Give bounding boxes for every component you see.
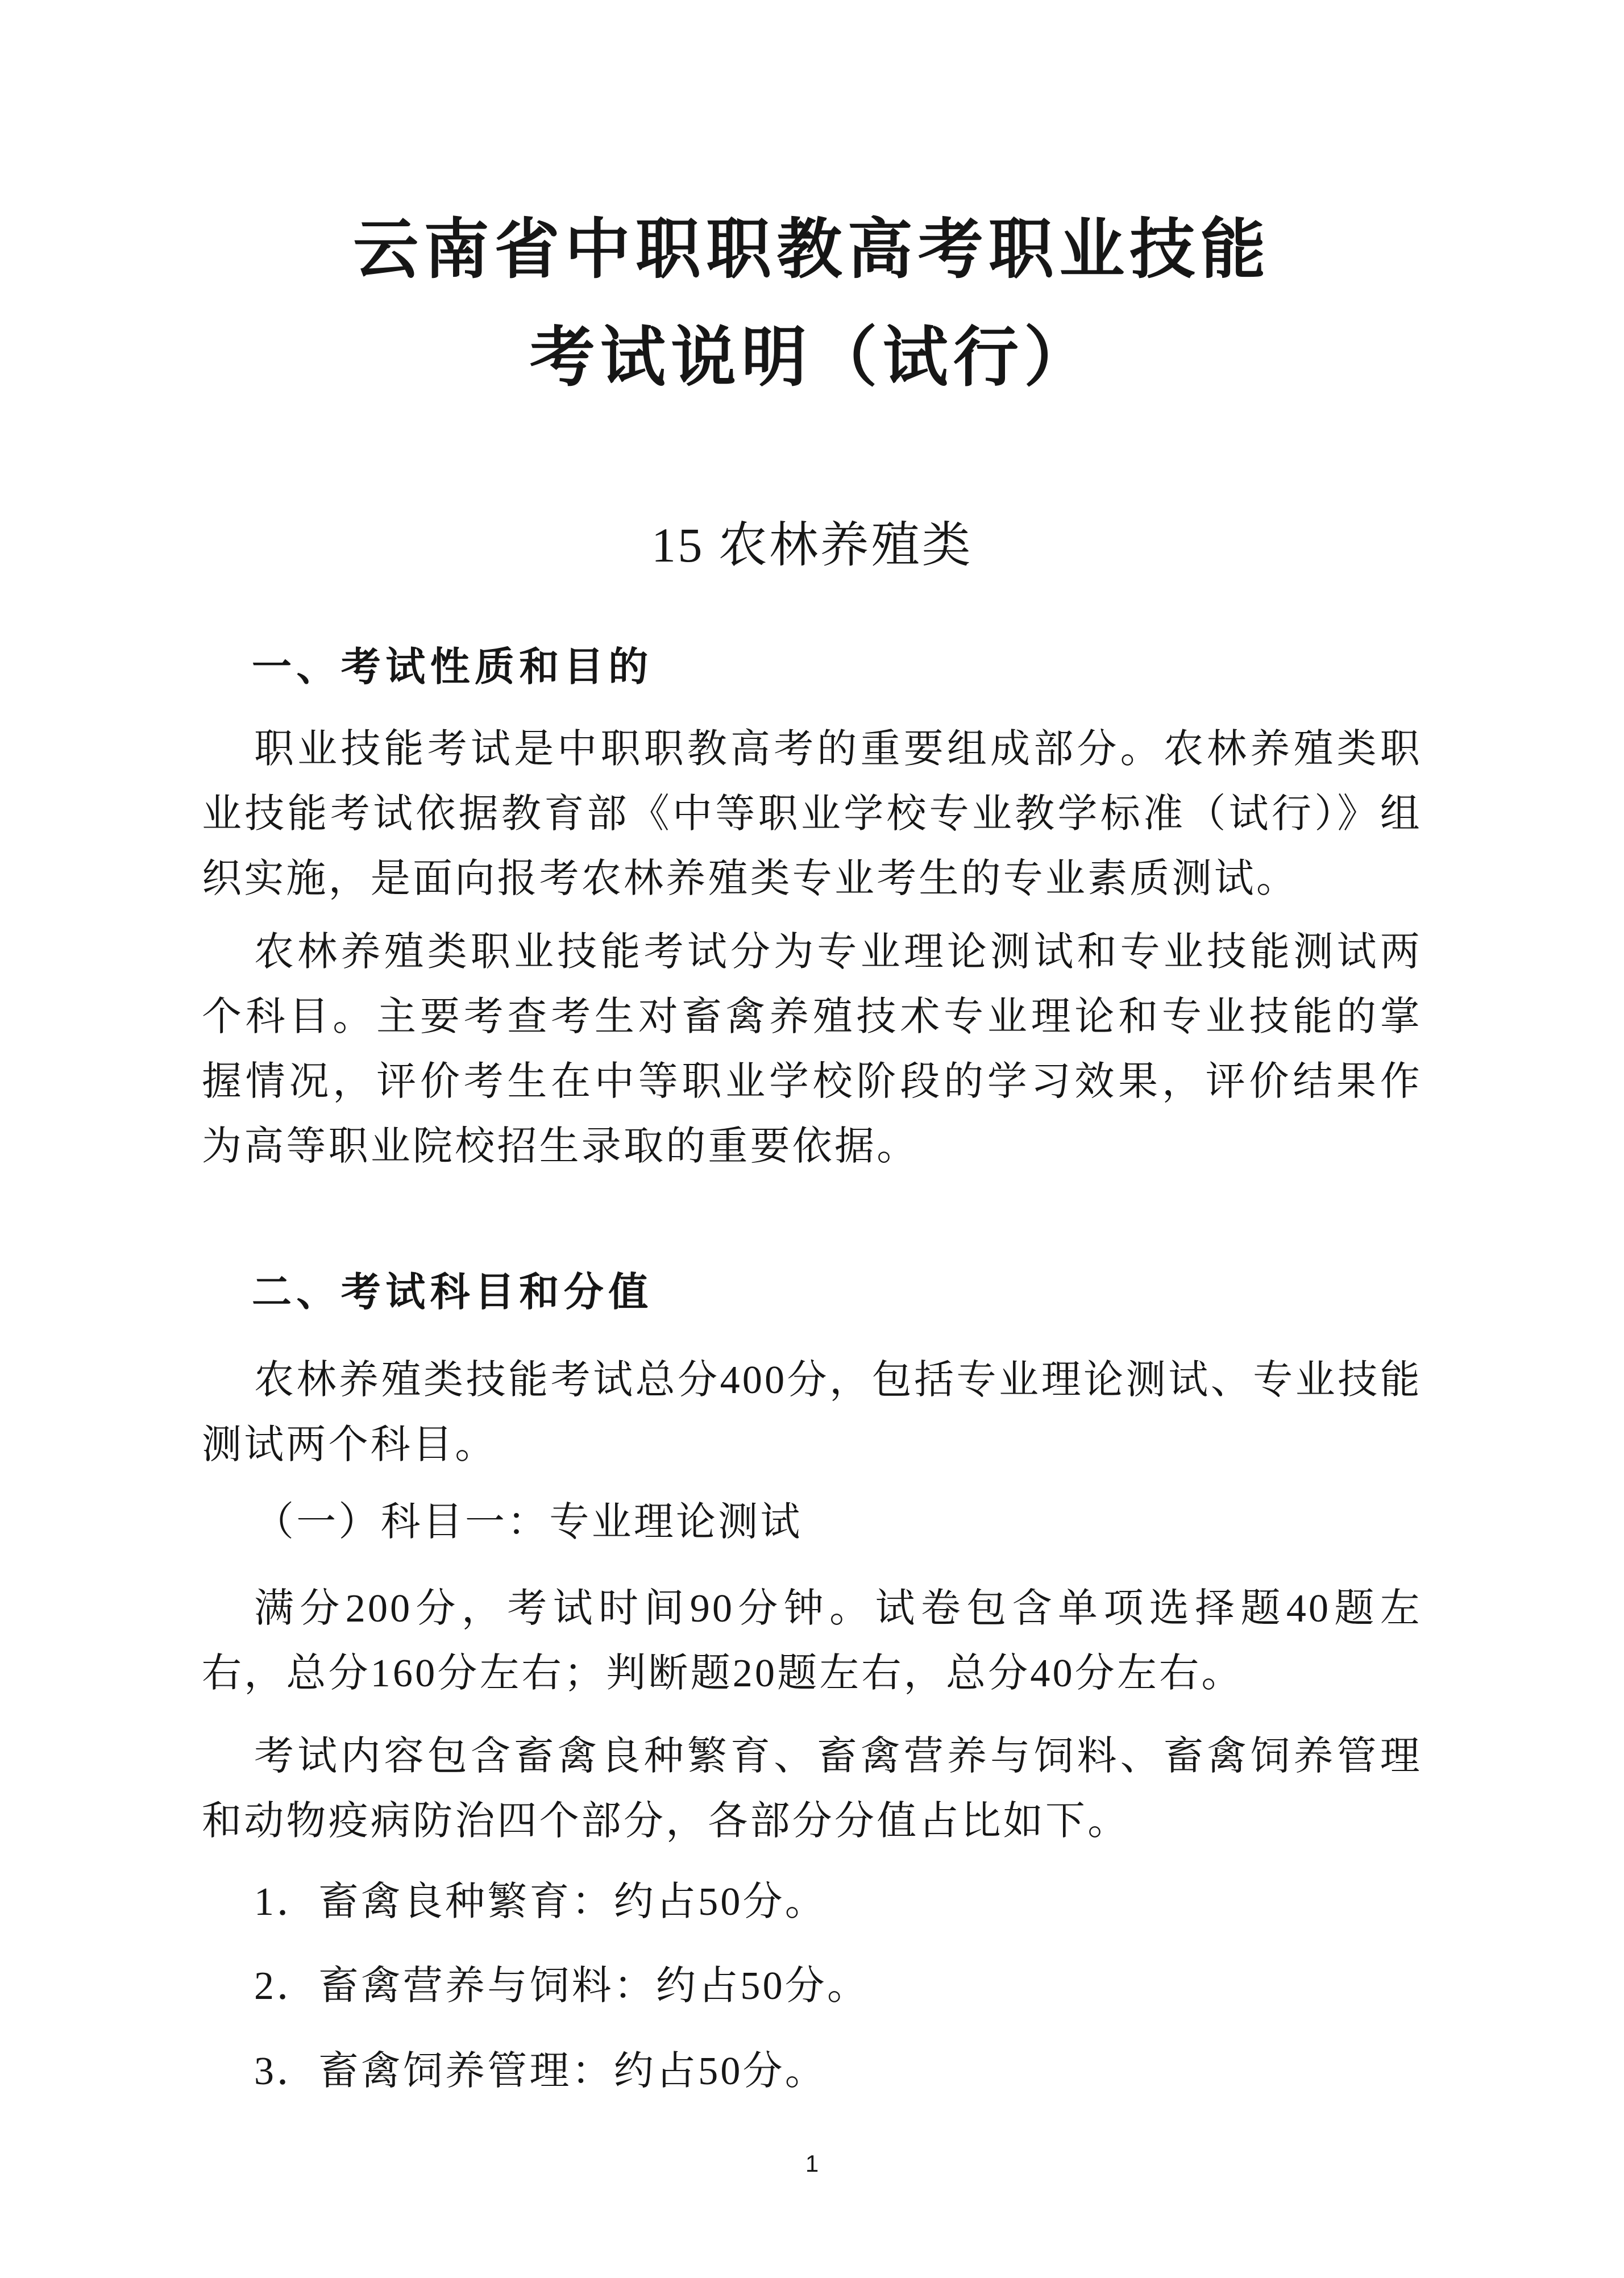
title-line-1: 云南省中职职教高考职业技能 [353,214,1271,286]
section-heading-exam-nature: 一、考试性质和目的 [252,645,653,689]
paragraph-exam-overview: 职业技能考试是中职职教高考的重要组成部分。农林养殖类职业技能考试依据教育部《中等职业学校专业教学标准（试行）》组织实施，是面向报考农林养殖类专业考生的专业素质测试。 [202,728,1422,901]
score-item-nutrition-feed: 2．畜禽营养与饲料：约占50分。 [254,1964,870,2008]
document-title [202,196,1422,412]
paragraph-exam-purpose: 农林养殖类职业技能考试分为专业理论测试和专业技能测试两个科目。主要考查考生对畜禽养殖技术专业理论和专业技能的掌握情况，评价考生在中等职业学校阶段的学习效果，评价结果作为高等职业院校招生录取的重要依据。 [202,930,1422,1169]
score-item-breeding: 1．畜禽良种繁育：约占50分。 [254,1880,827,1924]
subsection-heading-theory-test: （一）科目一：专业理论测试 [254,1500,803,1544]
category-subtitle: 15 农林养殖类 [651,518,973,572]
section-heading-subjects-scores: 二、考试科目和分值 [252,1270,653,1314]
score-item-feeding-management: 3．畜禽饲养管理：约占50分。 [254,2050,827,2093]
paragraph-theory-test-format: 满分200分，考试时间90分钟。试卷包含单项选择题40题左右，总分160分左右；判断题20题左右，总分40分左右。 [202,1587,1422,1695]
paragraph-exam-content: 考试内容包含畜禽良种繁育、畜禽营养与饲料、畜禽饲养管理和动物疫病防治四个部分，各部分分值占比如下。 [202,1735,1422,1843]
page-number: 1 [805,2150,819,2177]
title-line-2: 考试说明（试行） [529,322,1095,394]
paragraph-total-score: 农林养殖类技能考试总分400分，包括专业理论测试、专业技能测试两个科目。 [202,1358,1422,1467]
